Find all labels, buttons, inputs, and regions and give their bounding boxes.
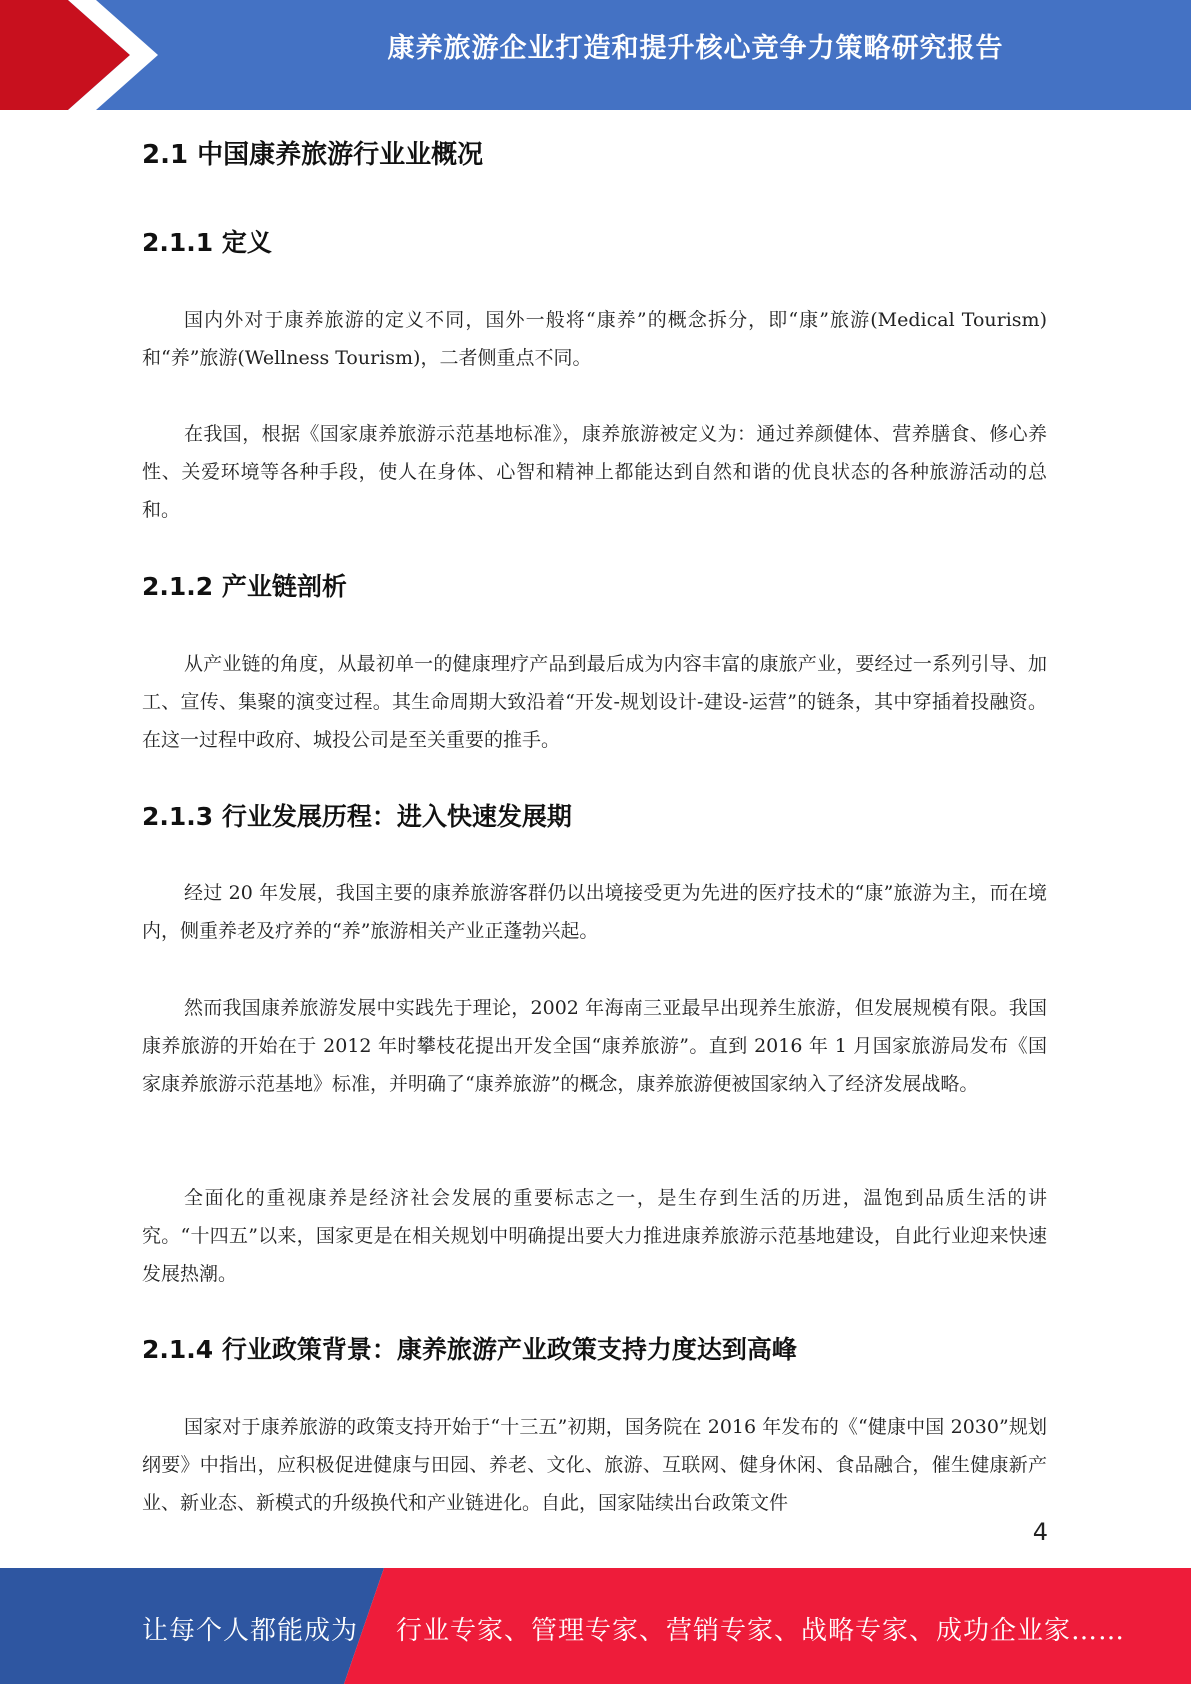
paragraph: 国内外对于康养旅游的定义不同，国外一般将“康养”的概念拆分，即“康”旅游(Medical Tourism)和“养”旅游(Wellness Tourism)，二者侧重点不同。 [142,309,1047,369]
footer-slogan-left: 让每个人都能成为 [142,1616,359,1646]
section-heading-2-1: 2.1 中国康养旅游行业业概况 [142,140,484,170]
section-heading-2-1-2: 2.1.2 产业链剖析 [142,572,347,601]
paragraph: 在我国，根据《国家康养旅游示范基地标准》，康养旅游被定义为：通过养颜健体、营养膳食、修心养性、关爱环境等各种手段，使人在身体、心智和精神上都能达到自然和谐的优良状态的各种旅游活动的总和。 [142,423,1047,521]
section-heading-2-1-4: 2.1.4 行业政策背景：康养旅游产业政策支持力度达到高峰 [142,1335,797,1364]
section-heading-2-1-1: 2.1.1 定义 [142,228,272,257]
paragraph: 从产业链的角度，从最初单一的健康理疗产品到最后成为内容丰富的康旅产业，要经过一系列引导、加工、宣传、集聚的演变过程。其生命周期大致沿着“开发-规划设计-建设-运营”的链条，其中穿插着投融资。在这一过程中政府、城投公司是至关重要的推手。 [142,653,1047,751]
paragraph: 然而我国康养旅游发展中实践先于理论，2002 年海南三亚最早出现养生旅游，但发展规模有限。我国康养旅游的开始在于 2012 年时攀枝花提出开发全国“康养旅游”。直到 2016 年 1 月国家旅游局发布《国家康养旅游示范基地》标准，并明确了“康养旅游”的概念，康养旅游便被国家纳入了经济发展战略。 [142,997,1047,1095]
paragraph: 经过 20 年发展，我国主要的康养旅游客群仍以出境接受更为先进的医疗技术的“康”旅游为主，而在境内，侧重养老及疗养的“养”旅游相关产业正蓬勃兴起。 [142,882,1047,942]
paragraph: 国家对于康养旅游的政策支持开始于“十三五”初期，国务院在 2016 年发布的《“健康中国 2030”规划纲要》中指出，应积极促进健康与田园、养老、文化、旅游、互联网、健身休闲、食品融合，催生健康新产业、新业态、新模式的升级换代和产业链进化。自此，国家陆续出台政策文件 [142,1416,1047,1514]
page-footer [0,1568,1191,1684]
footer-slogan-right: 行业专家、管理专家、营销专家、战略专家、成功企业家…… [396,1616,1126,1646]
paragraph: 全面化的重视康养是经济社会发展的重要标志之一，是生存到生活的历进，温饱到品质生活的讲究。“十四五”以来，国家更是在相关规划中明确提出要大力推进康养旅游示范基地建设，自此行业迎来快速发展热潮。 [142,1187,1047,1285]
page-number: 4 [1032,1518,1048,1546]
section-heading-2-1-3: 2.1.3 行业发展历程：进入快速发展期 [142,802,572,831]
report-title: 康养旅游企业打造和提升核心竞争力策略研究报告 [387,33,1004,64]
page-header [0,0,1191,110]
